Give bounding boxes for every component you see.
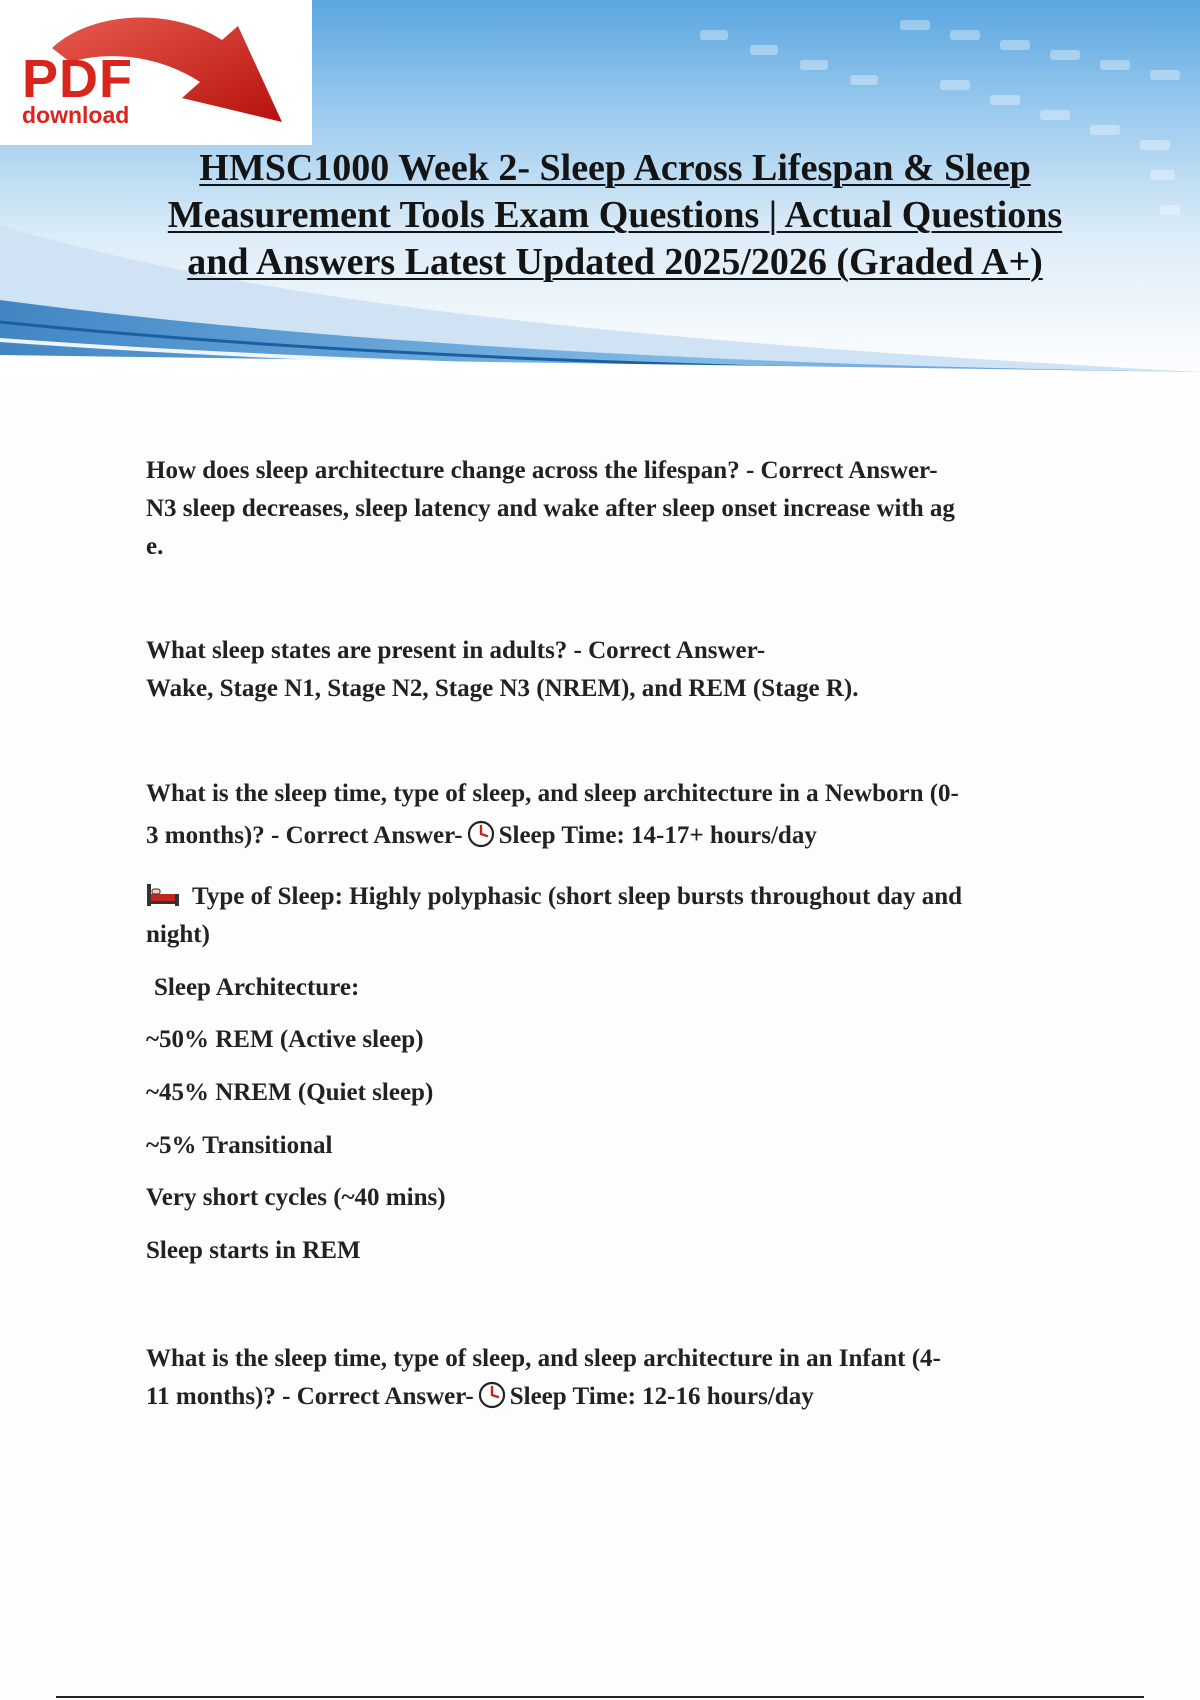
question-text: What is the sleep time, type of sleep, and sleep architecture in a Newborn (0- [146, 780, 959, 807]
architecture-detail: Sleep starts in REM [146, 1237, 361, 1264]
pdf-download-logo [0, 0, 312, 145]
answer-text: Wake, Stage N1, Stage N2, Stage N3 (NREM), and REM (Stage R). [146, 675, 859, 702]
qa-item [146, 632, 1086, 708]
sleep-type-text: Type of Sleep: Highly polyphasic (short sleep bursts throughout day and [192, 883, 963, 910]
question-text: What is the sleep time, type of sleep, and sleep architecture in an Infant (4- [146, 1345, 941, 1372]
answer-line [146, 817, 1086, 855]
sleep-time: Sleep Time: 14-17+ hours/day [498, 822, 817, 849]
clock-icon [467, 820, 495, 848]
clock-icon [478, 1381, 506, 1409]
logo-subtext: download [22, 102, 130, 128]
architecture-detail: ~50% REM (Active sleep) [146, 1026, 424, 1053]
sleep-type [146, 878, 1086, 954]
answer-line [146, 1378, 1086, 1416]
sleep-type-text-continued: night) [146, 921, 210, 948]
question-text-continued: 11 months)? - Correct Answer- [146, 1383, 474, 1410]
logo-text: PDF [22, 49, 133, 109]
question-text: How does sleep architecture change across the lifespan? - Correct Answer- [146, 457, 938, 484]
question-text-continued: 3 months)? - Correct Answer- [146, 822, 463, 849]
header-banner [0, 0, 1200, 380]
answer-text-continued: e. [146, 533, 164, 560]
footer-divider [56, 1696, 1144, 1698]
qa-item [146, 452, 1086, 566]
architecture-detail: Very short cycles (~40 mins) [146, 1184, 446, 1211]
architecture-heading: Sleep Architecture: [154, 974, 360, 1001]
page-title: HMSC1000 Week 2- Sleep Across Lifespan & Sleep Measurement Tools Exam Questions | Actual Questions and Answers Latest Updated 2025/2026 (Graded A+) [167, 147, 1063, 283]
bed-icon [146, 882, 180, 908]
architecture-detail: ~5% Transitional [146, 1132, 333, 1159]
sleep-time: Sleep Time: 12-16 hours/day [509, 1383, 814, 1410]
answer-text: N3 sleep decreases, sleep latency and wake after sleep onset increase with ag [146, 495, 955, 522]
qa-item [146, 1340, 1086, 1416]
question-text: What sleep states are present in adults? - Correct Answer- [146, 637, 766, 664]
architecture-detail: ~45% NREM (Quiet sleep) [146, 1079, 434, 1106]
